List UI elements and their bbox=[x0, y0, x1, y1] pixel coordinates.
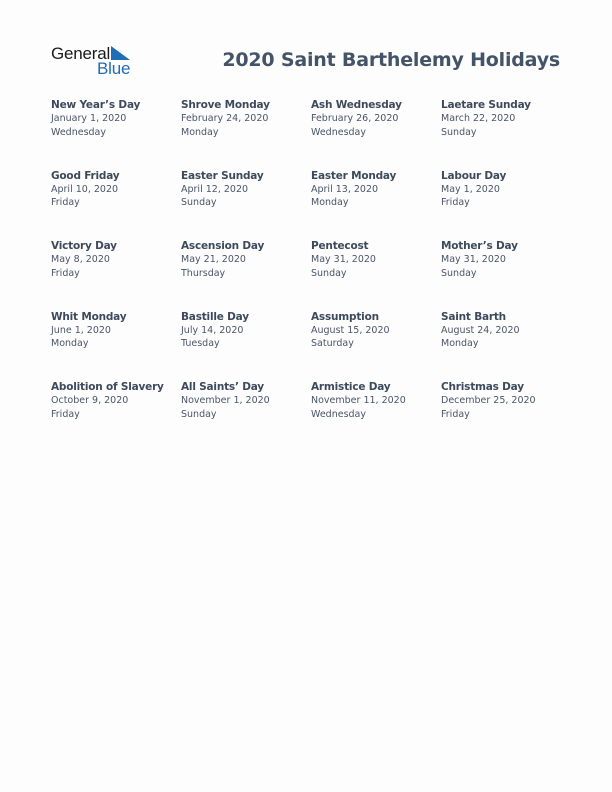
holiday-name: Armistice Day bbox=[311, 381, 391, 393]
holiday-name: Whit Monday bbox=[51, 310, 127, 323]
holiday-date: April 10, 2020 bbox=[51, 183, 119, 195]
holiday-entry bbox=[51, 310, 181, 381]
logo-triangle-icon bbox=[111, 46, 130, 60]
holiday-weekday: Friday bbox=[441, 408, 470, 420]
holiday-entry bbox=[181, 98, 311, 169]
holiday-date: June 1, 2020 bbox=[51, 324, 111, 336]
holiday-date: May 21, 2020 bbox=[181, 254, 246, 265]
holiday-date: March 22, 2020 bbox=[441, 113, 516, 124]
holiday-weekday: Wednesday bbox=[51, 126, 107, 138]
holiday-date: April 13, 2020 bbox=[311, 183, 379, 195]
holiday-entry bbox=[441, 380, 571, 451]
holiday-weekday: Friday bbox=[51, 408, 80, 420]
holiday-entry bbox=[51, 380, 181, 451]
holiday-name: Bastille Day bbox=[181, 310, 249, 323]
holiday-name: Mother’s Day bbox=[441, 240, 518, 252]
holiday-date: May 31, 2020 bbox=[441, 254, 506, 265]
holiday-entry bbox=[51, 169, 181, 240]
holiday-weekday: Sunday bbox=[311, 267, 347, 279]
holiday-weekday: Monday bbox=[51, 338, 89, 349]
holiday-name: Good Friday bbox=[51, 169, 120, 182]
holiday-name: All Saints’ Day bbox=[181, 381, 264, 393]
holiday-name: Pentecost bbox=[311, 240, 369, 252]
logo-text-general: General bbox=[51, 44, 111, 63]
holiday-date: January 1, 2020 bbox=[51, 113, 127, 124]
holiday-name: Easter Monday bbox=[311, 169, 397, 182]
holiday-entry bbox=[311, 380, 441, 451]
holiday-weekday: Tuesday bbox=[181, 338, 220, 349]
holiday-entry bbox=[311, 239, 441, 310]
holiday-entry bbox=[311, 169, 441, 240]
holiday-entry bbox=[181, 169, 311, 240]
holiday-name: New Year’s Day bbox=[51, 99, 141, 111]
holiday-date: August 15, 2020 bbox=[311, 324, 390, 336]
holiday-name: Assumption bbox=[311, 310, 379, 323]
holiday-date: November 11, 2020 bbox=[311, 395, 406, 406]
holiday-name: Ash Wednesday bbox=[311, 99, 402, 111]
holiday-entry bbox=[51, 98, 181, 169]
holiday-weekday: Friday bbox=[441, 197, 470, 208]
holiday-name: Saint Barth bbox=[441, 310, 506, 323]
holiday-date: May 31, 2020 bbox=[311, 254, 376, 265]
holiday-weekday: Thursday bbox=[181, 267, 226, 279]
holiday-entry bbox=[181, 310, 311, 381]
holiday-weekday: Friday bbox=[51, 197, 80, 208]
holiday-name: Ascension Day bbox=[181, 240, 265, 252]
holiday-entry bbox=[311, 98, 441, 169]
holiday-name: Christmas Day bbox=[441, 381, 524, 393]
generalblue-logo bbox=[51, 44, 141, 78]
holiday-date: May 1, 2020 bbox=[441, 183, 500, 195]
holiday-entry bbox=[441, 239, 571, 310]
holiday-name: Easter Sunday bbox=[181, 169, 264, 182]
holiday-weekday: Saturday bbox=[311, 338, 354, 349]
holiday-weekday: Friday bbox=[51, 267, 80, 279]
page-title: 2020 Saint Barthelemy Holidays bbox=[222, 49, 560, 71]
holiday-entry bbox=[181, 380, 311, 451]
holiday-weekday: Sunday bbox=[181, 197, 217, 208]
holiday-entry bbox=[311, 310, 441, 381]
holiday-weekday: Wednesday bbox=[311, 126, 367, 138]
holiday-date: February 24, 2020 bbox=[181, 113, 269, 124]
holiday-date: July 14, 2020 bbox=[181, 324, 244, 336]
holiday-entry bbox=[441, 98, 571, 169]
holiday-entry bbox=[441, 169, 571, 240]
holiday-date: February 26, 2020 bbox=[311, 113, 399, 124]
holiday-date: November 1, 2020 bbox=[181, 395, 270, 406]
holiday-weekday: Monday bbox=[311, 197, 349, 208]
holiday-name: Laetare Sunday bbox=[441, 99, 531, 111]
holiday-entry bbox=[51, 239, 181, 310]
holiday-entry bbox=[441, 310, 571, 381]
logo-text-blue: Blue bbox=[97, 59, 131, 78]
holiday-weekday: Sunday bbox=[181, 408, 217, 420]
holiday-weekday: Sunday bbox=[441, 267, 477, 279]
holiday-date: August 24, 2020 bbox=[441, 324, 520, 336]
holiday-weekday: Sunday bbox=[441, 126, 477, 138]
holiday-weekday: Monday bbox=[181, 126, 219, 138]
holiday-entry bbox=[181, 239, 311, 310]
holiday-grid bbox=[51, 98, 571, 451]
holiday-weekday: Monday bbox=[441, 338, 479, 349]
holiday-name: Labour Day bbox=[441, 169, 507, 182]
holiday-name: Shrove Monday bbox=[181, 99, 270, 111]
holiday-date: April 12, 2020 bbox=[181, 183, 249, 195]
holiday-date: December 25, 2020 bbox=[441, 395, 536, 406]
holiday-date: May 8, 2020 bbox=[51, 254, 110, 265]
holiday-weekday: Wednesday bbox=[311, 408, 367, 420]
holiday-name: Victory Day bbox=[51, 240, 117, 252]
holiday-name: Abolition of Slavery bbox=[51, 381, 164, 393]
holiday-date: October 9, 2020 bbox=[51, 395, 129, 406]
